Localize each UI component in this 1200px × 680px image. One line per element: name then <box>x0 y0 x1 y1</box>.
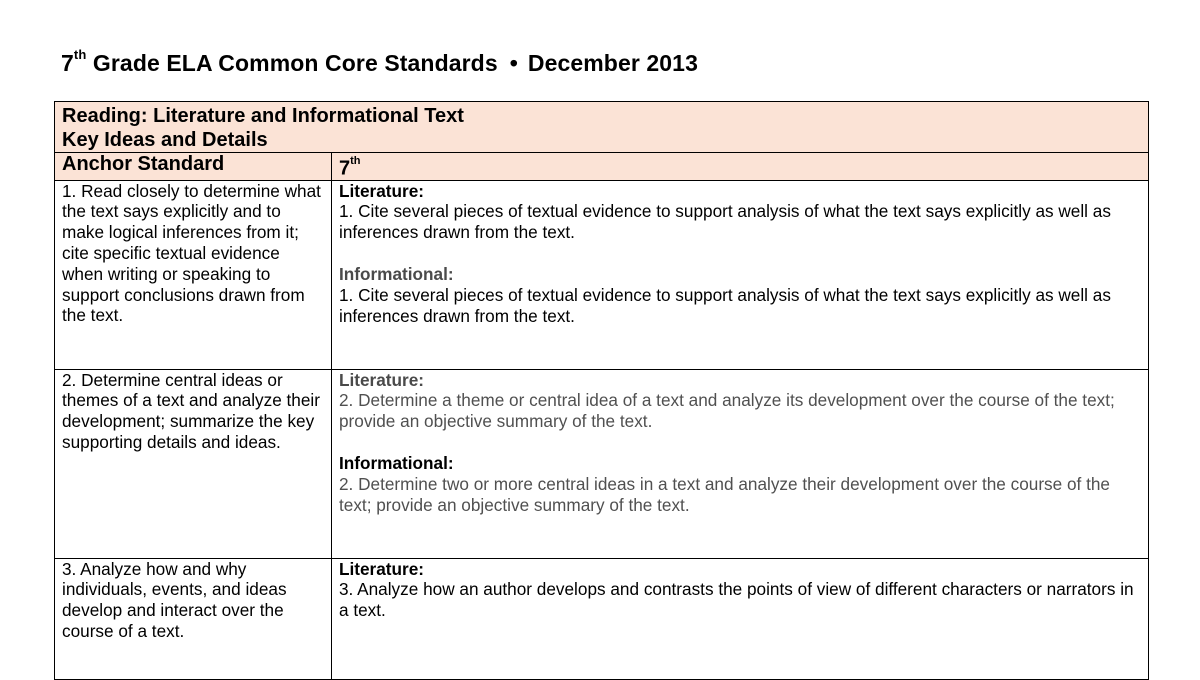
grade-suffix: th <box>350 155 361 167</box>
grade-standard-cell <box>332 180 1149 369</box>
table-row <box>55 369 1149 558</box>
section-title: Reading: Literature and Informational Text <box>62 105 464 127</box>
table-row <box>55 558 1149 679</box>
grade-standard-cell <box>332 558 1149 679</box>
grade-standard-cell <box>332 369 1149 558</box>
literature-text: 3. Analyze how an author develops and contrasts the points of view of different characters or narrators in a text. <box>339 579 1134 621</box>
literature-text: 1. Cite several pieces of textual evidence to support analysis of what the text says explicitly as well as inferences drawn from the text. <box>339 201 1111 243</box>
grade-number: 7 <box>339 157 351 180</box>
informational-text: 1. Cite several pieces of textual evidence to support analysis of what the text says explicitly as well as inferences drawn from the text. <box>339 284 1111 326</box>
literature-label: Literature: <box>339 558 424 579</box>
informational-text: 2. Determine two or more central ideas in a text and analyze their development over the course of the text; provide an objective summary of the text. <box>339 473 1110 515</box>
column-header-row <box>55 153 1149 181</box>
anchor-standard-cell: 3. Analyze how and why individuals, events, and ideas develop and interact over the course of a text. <box>55 558 332 679</box>
literature-text: 2. Determine a theme or central idea of a text and analyze its development over the course of the text; provide an objective summary of the text. <box>339 390 1115 432</box>
informational-label: Informational: <box>339 264 454 285</box>
literature-label: Literature: <box>339 180 424 201</box>
literature-label: Literature: <box>339 369 424 390</box>
section-header-cell <box>55 102 1149 153</box>
title-text: Grade ELA Common Core Standards <box>92 50 498 76</box>
standards-table <box>54 101 1149 680</box>
section-header-row <box>55 102 1149 153</box>
table-row <box>55 180 1149 369</box>
title-grade: 7 <box>61 50 74 76</box>
title-bullet: • <box>509 50 518 76</box>
subsection-title: Key Ideas and Details <box>62 129 268 151</box>
document-title <box>61 47 698 77</box>
title-date: December 2013 <box>527 50 698 76</box>
anchor-standard-cell: 2. Determine central ideas or themes of a text and analyze their development; summarize the key supporting details and ideas. <box>55 369 332 558</box>
column-header-anchor: Anchor Standard <box>55 153 332 181</box>
informational-label: Informational: <box>339 453 454 474</box>
title-grade-suffix: th <box>73 47 87 63</box>
anchor-standard-cell: 1. Read closely to determine what the text says explicitly and to make logical inferences from it; cite specific textual evidence when writing or speaking to support conclusions drawn from the text. <box>55 180 332 369</box>
column-header-grade <box>332 153 1149 181</box>
